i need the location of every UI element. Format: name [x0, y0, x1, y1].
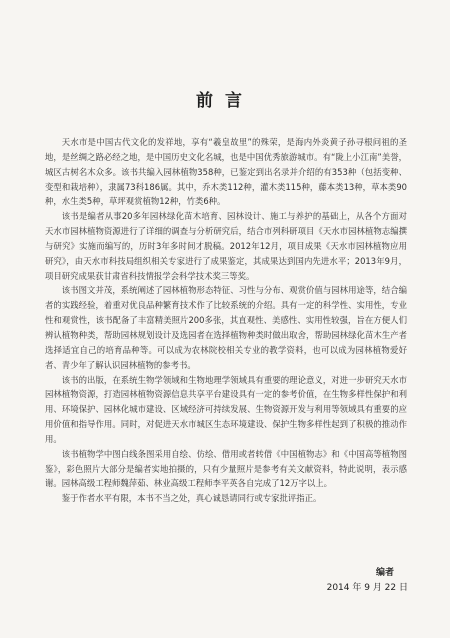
page-title: 前言	[196, 91, 254, 111]
paragraph-2: 该书是编者从事20多年园林绿化苗木培育、园林设计、施工与养护的基础上，从各个方面对天水市园林植物资源进行了详细的调查与分析研究后，结合市列科研项目《天水市园林植物志编撰与研究》实施而编写的，历时3年多时间才脱稿。2012年12月，项目成果《天水市园林植物应用研究》，由天水市科技局组织相关专家进行了成果鉴定，其成果达到国内先进水平；2013年9月，项目研究成果获甘肃省科技情报学会科学技术奖三等奖。	[45, 211, 407, 281]
signature-block	[327, 566, 408, 596]
preface-body	[45, 135, 407, 506]
paragraph-5: 该书植物学中图白线条图采用自绘、仿绘、借用或者转借《中国植物志》和《中国高等植物图鉴》，彩色照片大部分是编者实地拍摄的，只有少量照片是参考有关文献资料，特此说明，表示感谢。园林高级工程师魏萍茹、林业高级工程师李平英各自完成了12万字以上。	[45, 448, 407, 489]
paragraph-6: 鉴于作者水平有限，本书不当之处，真心诚恳请同行或专家批评指正。	[61, 493, 322, 504]
paragraph-3: 该书图文并茂，系统阐述了园林植物形态特征、习性与分布、观赏价值与园林用途等，结合编者的实践经验，着重对优良品种繁育技术作了比较系统的介绍。具有一定的科学性、实用性，专业性和观赏性，该书配备了丰富精美照片200多张，其直观性、美感性、实用性较强，旨在方便人们辨认植物种类，帮助园林规划设计及选园者在选择植物种类时做出取舍，帮助园林绿化苗木生产者选择适宜自己的培育品种等。可以成为农林院校相关专业的教学资料，也可以成为园林植物爱好者、青少年了解认识园林植物的参考书。	[45, 285, 407, 370]
signature-date: 2014 年 9 月 22 日	[326, 583, 408, 593]
editor-signature: 编者	[375, 568, 394, 578]
paragraph-1: 天水市是中国古代文化的发祥地，享有“羲皇故里”的殊荣，是海内外炎黄子孙寻根问祖的圣地，是丝绸之路必经之地，是中国历史文化名城，也是中国优秀旅游城市。有“陇上小江南”美誉，城区古树名木众多。该书共编入园林植物358种，已鉴定到出名录并介绍的有353种（包括变种、变型和栽培种），隶属73科186属。其中，乔木类112种，灌木类115种，藤本类13种，草本类90种，水生类5种，草坪观赏植物12种，竹类6种。	[45, 137, 407, 207]
paragraph-4: 该书的出版，在系统生物学领域和生物地理学领域具有重要的理论意义，对进一步研究天水市园林植物资源，打造园林植物资源信息共享平台建设具有一定的参考价值，在生物多样性保护和利用、环境保护、园林化城市建设、区域经济可持续发展、生物资源开发与利用等领域具有重要的应用价值和指导作用。同时，对促进天水市城区生态环境建设、保护生物多样性起到了积极的推动作用。	[45, 374, 407, 444]
